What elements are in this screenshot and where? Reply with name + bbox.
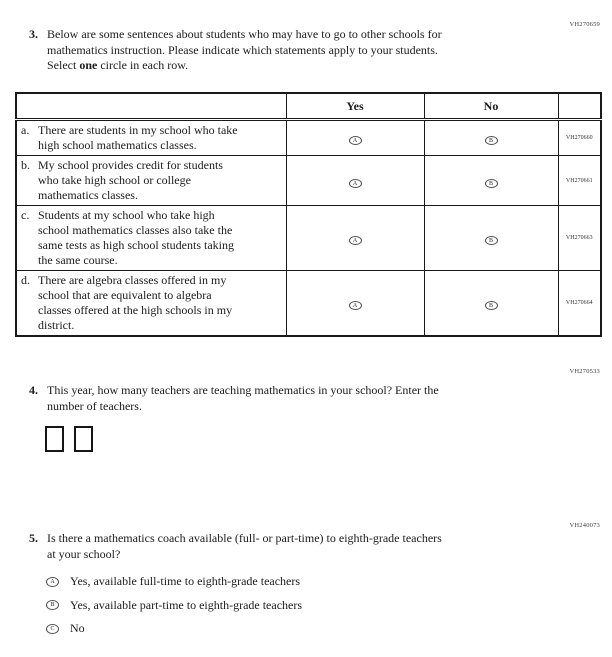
option-yes-full-time[interactable] (46, 574, 302, 589)
answer-circle-a[interactable]: A (46, 577, 59, 587)
question-5-text (47, 531, 442, 562)
question-3 (29, 27, 529, 74)
question-3-text (47, 27, 442, 74)
question-3-line-1: Below are some sentences about students who may have to go to other schools for (47, 27, 442, 41)
statement-b (16, 156, 286, 206)
statement-a (16, 120, 286, 156)
item-code: VH270664 (558, 271, 601, 337)
teacher-count-input (45, 426, 99, 452)
cell-yes-d (286, 271, 424, 337)
cell-no-b (424, 156, 558, 206)
question-3-line-3 (47, 58, 442, 74)
option-no[interactable] (46, 621, 302, 636)
question-4-text (47, 383, 439, 414)
cell-yes-c (286, 206, 424, 271)
statement-d (16, 271, 286, 337)
question-4-line-2: number of teachers. (47, 398, 142, 413)
table-row-d (16, 271, 601, 337)
question-4-line-1: This year, how many teachers are teaching mathematics in your school? Enter the (47, 383, 439, 397)
digit-box-1[interactable] (45, 426, 64, 452)
option-label: Yes, available part-time to eighth-grade teachers (70, 597, 303, 612)
row-letter: a. (21, 123, 30, 137)
question-3-number: 3. (29, 27, 38, 41)
header-yes: Yes (286, 93, 424, 120)
table-header-row (16, 93, 601, 120)
question-4-number: 4. (29, 383, 38, 397)
option-label: No (70, 621, 85, 635)
cell-yes-a (286, 120, 424, 156)
item-code-q5: VH240073 (569, 522, 600, 529)
answer-circle-yes[interactable]: A (349, 179, 362, 188)
option-label: Yes, available full-time to eighth-grade teachers (70, 574, 301, 588)
question-5-number: 5. (29, 531, 38, 545)
statement-text: My school provides credit for students who take high school or college mathematics classes. (38, 158, 223, 202)
answer-circle-c[interactable]: C (46, 624, 59, 634)
item-code: VH270663 (558, 206, 601, 271)
cell-yes-b (286, 156, 424, 206)
cell-no-c (424, 206, 558, 271)
answer-circle-no[interactable]: B (485, 179, 498, 188)
cell-no-d (424, 271, 558, 337)
cell-no-a (424, 120, 558, 156)
table-row-b (16, 156, 601, 206)
answer-circle-no[interactable]: B (485, 301, 498, 310)
item-code: VH270661 (558, 156, 601, 206)
answer-circle-b[interactable]: B (46, 600, 59, 610)
q5-options (46, 574, 302, 645)
question-5 (29, 531, 549, 562)
header-statement (16, 93, 286, 120)
answer-circle-yes[interactable]: A (349, 301, 362, 310)
statement-text: There are algebra classes offered in my school that are equivalent to algebra classes offered at the high schools in my district. (38, 273, 233, 332)
row-letter: c. (21, 208, 30, 222)
select-bold: one (79, 58, 98, 72)
question-4 (29, 383, 529, 414)
option-yes-part-time[interactable] (46, 598, 302, 613)
question-5-line-2: at your school? (47, 546, 121, 561)
table-row-c (16, 206, 601, 271)
question-3-line-2: mathematics instruction. Please indicate which statements apply to your students. (47, 42, 438, 57)
q3-response-table (15, 92, 602, 337)
item-code: VH270660 (558, 120, 601, 156)
statement-text: Students at my school who take high school mathematics classes also take the same tests as high school students taking the same course. (38, 208, 234, 267)
header-code (558, 93, 601, 120)
statement-text: There are students in my school who take high school mathematics classes. (38, 123, 238, 152)
table-row-a (16, 120, 601, 156)
item-code-q4: VH270533 (569, 368, 600, 375)
answer-circle-yes[interactable]: A (349, 136, 362, 145)
digit-box-2[interactable] (74, 426, 93, 452)
answer-circle-no[interactable]: B (485, 136, 498, 145)
item-code-q3: VH270659 (569, 21, 600, 28)
select-post: circle in each row. (97, 58, 189, 72)
select-pre: Select (47, 58, 80, 72)
row-letter: d. (21, 273, 30, 287)
statement-c (16, 206, 286, 271)
header-no: No (424, 93, 558, 120)
answer-circle-no[interactable]: B (485, 236, 498, 245)
row-letter: b. (21, 158, 30, 172)
answer-circle-yes[interactable]: A (349, 236, 362, 245)
question-5-line-1: Is there a mathematics coach available (full- or part-time) to eighth-grade teachers (47, 531, 442, 545)
